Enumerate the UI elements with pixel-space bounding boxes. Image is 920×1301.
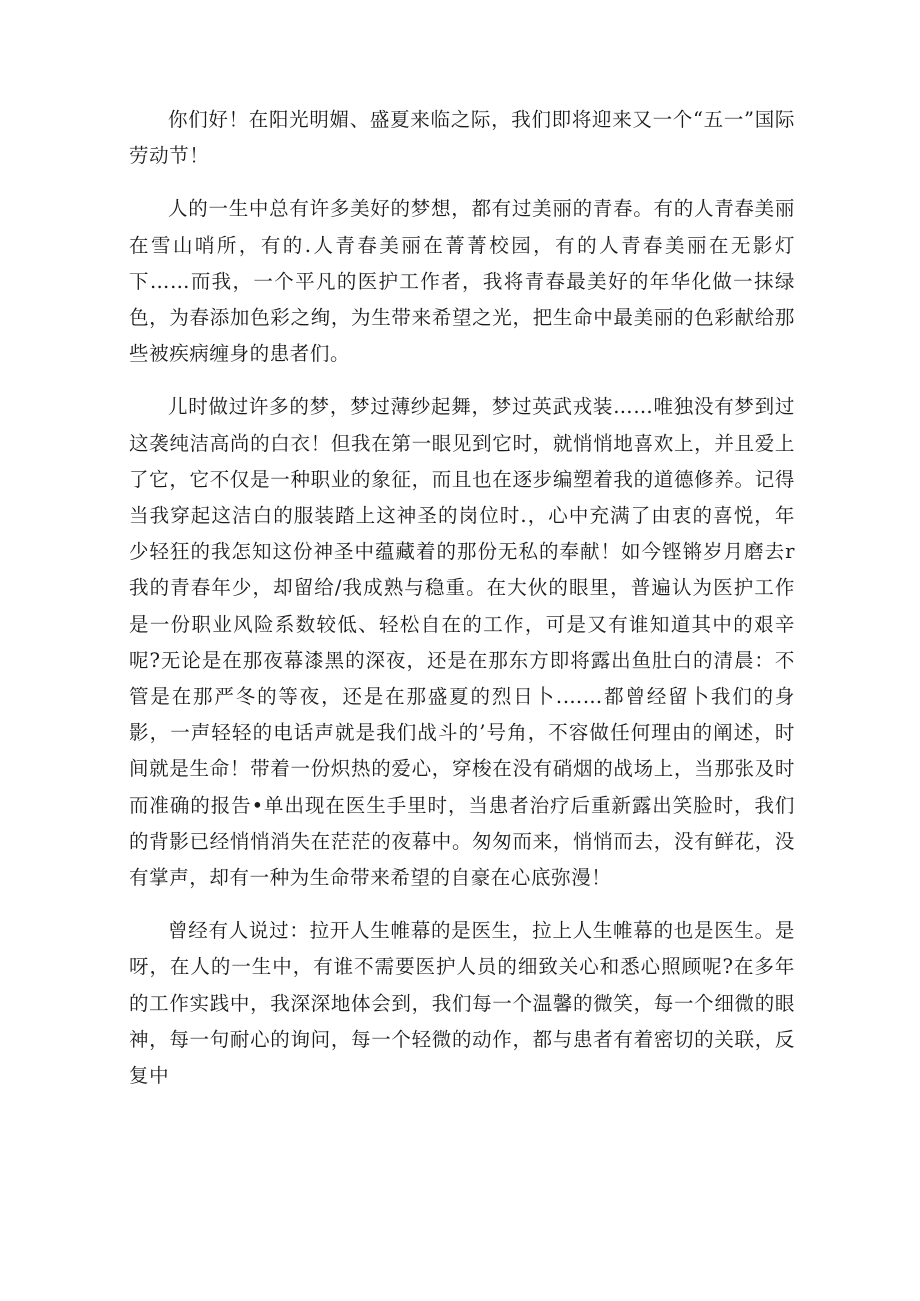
paragraph-white-coat: 儿时做过许多的梦，梦过薄纱起舞，梦过英武戎装……唯独没有梦到过这袭纯洁高尚的白衣！但我在第一眼见到它时，就悄悄地喜欢上，并且爱上了它，它不仅是一种职业的象征，而且也在逐步编塑着我的道德修养。记得当我穿起这洁白的服装踏上这神圣的岗位时.，心中充满了由衷的喜悦，年少轻狂的我怎知这份神圣中蕴藏着的那份无私的奉献！如今铿锵岁月磨去r我的青春年少，却留给/我成熟与稳重。在大伙的眼里，普遍认为医护工作是一份职业风险系数较低、轻松自在的工作，可是又有谁知道其中的艰辛呢?无论是在那夜幕漆黑的深夜，还是在那东方即将露出鱼肚白的清晨：不管是在那严冬的等夜，还是在那盛夏的烈日卜.……都曾经留卜我们的身影，一声轻轻的电话声就是我们战斗的’号角，不容做任何理由的阐述，时间就是生命！带着一份炽热的爱心，穿梭在没有硝烟的战场上，当那张及时而准确的报告•单出现在医生手里时，当患者治疗后重新露出笑脸时，我们的背影已经悄悄消失在茫茫的夜幕中。匆匆而来，悄悄而去，没有鲜花，没有掌声，却有一种为生命带来希望的自豪在心底弥漫！: [129, 395, 795, 890]
paragraph-greeting: 你们好！在阳光明媚、盛夏来临之际，我们即将迎来又一个“五一”国际劳动节！: [129, 108, 795, 168]
paragraph-care: 曾经有人说过：拉开人生帷幕的是医生，拉上人生帷幕的也是医生。是呀，在人的一生中，有谁不需要医护人员的细致关心和悉心照顾呢?在多年的工作实践中，我深深地体会到，我们每一个温馨的微笑，每一个细微的眼神，每一句耐心的询问，每一个轻微的动作，都与患者有着密切的关联，反复中: [129, 919, 795, 1088]
paragraph-youth-dreams: 人的一生中总有许多美好的梦想，都有过美丽的青春。有的人青春美丽在雪山哨所，有的.人青春美丽在菁菁校园，有的人青春美丽在无影灯下……而我，一个平凡的医护工作者，我将青春最美好的年华化做一抹绿色，为春添加色彩之绚，为生带来希望之光，把生命中最美丽的色彩献给那些被疾病缠身的患者们。: [129, 197, 795, 366]
document-body: [129, 102, 795, 1111]
